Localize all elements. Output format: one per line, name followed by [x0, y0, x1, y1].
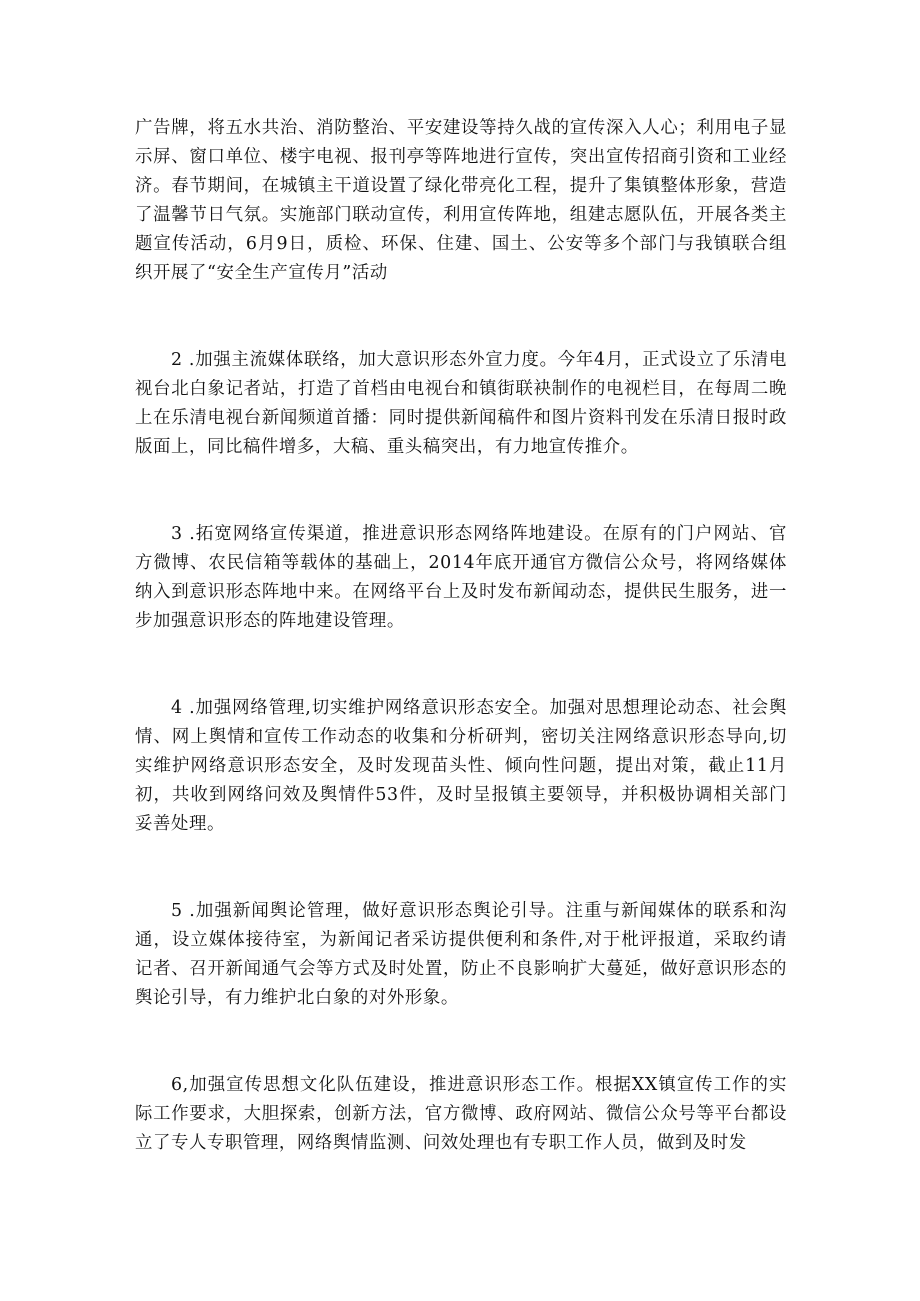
paragraph-item-4: 4 .加强网络管理,切实维护网络意识形态安全。加强对思想理论动态、社会舆情、网上舆情和宣传工作动态的收集和分析研判，密切关注网络意识形态导向,切实维护网络意识形态安全，及时发现苗头性、倾向性问题，提出对策，截止11月初，共收到网络问效及舆情件53件，及时呈报镇主要领导，并积极协调相关部门妥善处理。 [135, 698, 787, 834]
paragraph-item-3: 3 .拓宽网络宣传渠道，推进意识形态网络阵地建设。在原有的门户网站、官方微博、农民信箱等载体的基础上，2014年底开通官方微信公众号，将网络媒体纳入到意识形态阵地中来。在网络平台上及时发布新闻动态，提供民生服务，进一步加强意识形态的阵地建设管理。 [135, 524, 787, 631]
paragraph-item-6: 6,加强宣传思想文化队伍建设，推进意识形态工作。根据XX镇宣传工作的实际工作要求，大胆探索，创新方法，官方微博、政府网站、微信公众号等平台都设立了专人专职管理，网络舆情监测、问效处理也有专职工作人员，做到及时发 [135, 1075, 787, 1153]
paragraph-item-5: 5 .加强新闻舆论管理，做好意识形态舆论引导。注重与新闻媒体的联系和沟通，设立媒体接待室，为新闻记者采访提供便利和条件,对于枇评报道，采取约请记者、召开新闻通气会等方式及时处置，防止不良影响扩大蔓延，做好意识形态的舆论引导，有力维护北白象的对外形象。 [135, 901, 787, 1008]
paragraph-item-2: 2 .加强主流媒体联络，加大意识形态外宣力度。今年4月，正式设立了乐清电视台北白象记者站，打造了首档由电视台和镇街联袂制作的电视栏目，在每周二晚上在乐清电视台新闻频道首播：同时提供新闻稿件和图片资料刊发在乐清日报时政版面上，同比稿件增多，大稿、重头稿突出，有力地宣传推介。 [135, 350, 787, 457]
paragraph-continuation: 广告牌，将五水共治、消防整治、平安建设等持久战的宣传深入人心；利用电子显示屏、窗口单位、楼宇电视、报刊亭等阵地进行宣传，突出宣传招商引资和工业经济。春节期间，在城镇主干道设置了绿化带亮化工程，提升了集镇整体形象，营造了温馨节日气氛。实施部门联动宣传，利用宣传阵地，组建志愿队伍，开展各类主题宣传活动，6月9日，质检、环保、住建、国土、公安等多个部门与我镇联合组织开展了“安全生产宣传月”活动 [135, 118, 787, 283]
